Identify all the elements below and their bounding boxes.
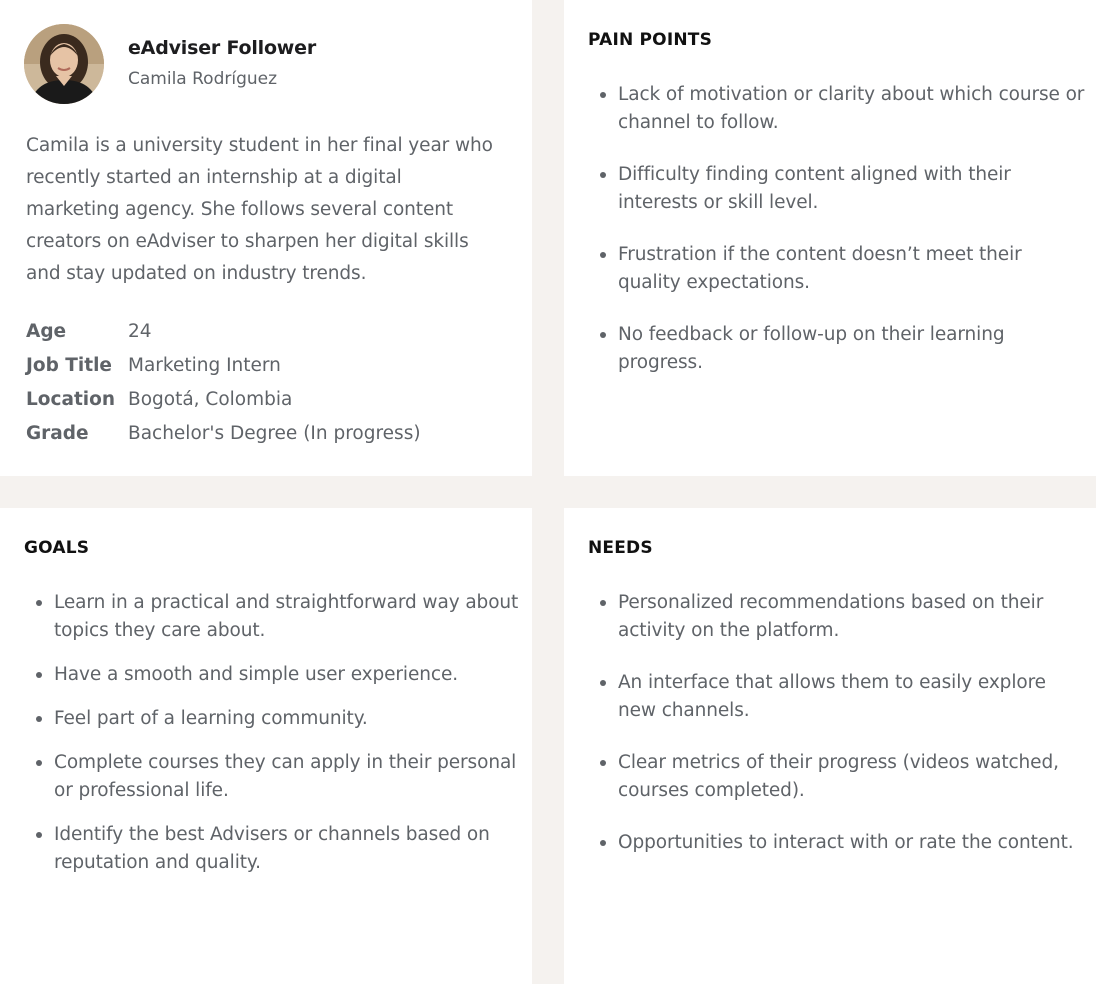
pain-points-list [588,81,1088,401]
list-item: Lack of motivation or clarity about which course or channel to follow. [588,81,1088,137]
attribute-row-job-title [26,348,506,382]
attribute-value: Bachelor's Degree (In progress) [128,422,421,444]
list-item: Feel part of a learning community. [24,705,524,733]
attribute-row-grade [26,416,506,450]
list-item: Opportunities to interact with or rate the content. [588,829,1088,857]
attribute-label: Location [26,388,116,410]
pain-points-card [564,0,1096,476]
attribute-row-age [26,314,506,348]
needs-heading: NEEDS [588,538,653,558]
pain-points-heading: PAIN POINTS [588,30,713,50]
list-item: Identify the best Advisers or channels based on reputation and quality. [24,821,524,877]
persona-role: eAdviser Follower [128,37,317,59]
list-item: Clear metrics of their progress (videos watched, courses completed). [588,749,1088,805]
attribute-label: Age [26,320,67,342]
needs-list [588,589,1088,881]
persona-profile-card [0,0,532,476]
needs-card [564,508,1096,984]
person-photo-icon [24,24,104,104]
avatar [24,24,104,104]
list-item: Complete courses they can apply in their personal or professional life. [24,749,524,805]
goals-card [0,508,532,984]
attribute-value: Marketing Intern [128,354,281,376]
attribute-row-location [26,382,506,416]
persona-bio: Camila is a university student in her final year who recently started an internship at a digital marketing agency. She follows several content creators on eAdviser to sharpen her digital skills and stay updated on industry trends. [26,135,493,284]
list-item: Personalized recommendations based on their activity on the platform. [588,589,1088,645]
list-item: No feedback or follow-up on their learning progress. [588,321,1088,377]
list-item: Difficulty finding content aligned with their interests or skill level. [588,161,1088,217]
attribute-value: 24 [128,320,152,342]
list-item: Learn in a practical and straightforward way about topics they care about. [24,589,524,645]
persona-name: Camila Rodríguez [128,69,278,89]
attribute-value: Bogotá, Colombia [128,388,293,410]
list-item: Frustration if the content doesn’t meet their quality expectations. [588,241,1088,297]
goals-heading: GOALS [24,538,90,558]
attribute-label: Grade [26,422,89,444]
goals-list [24,589,524,893]
list-item: Have a smooth and simple user experience. [24,661,524,689]
persona-attributes [26,314,506,450]
attribute-label: Job Title [26,354,112,376]
list-item: An interface that allows them to easily explore new channels. [588,669,1088,725]
